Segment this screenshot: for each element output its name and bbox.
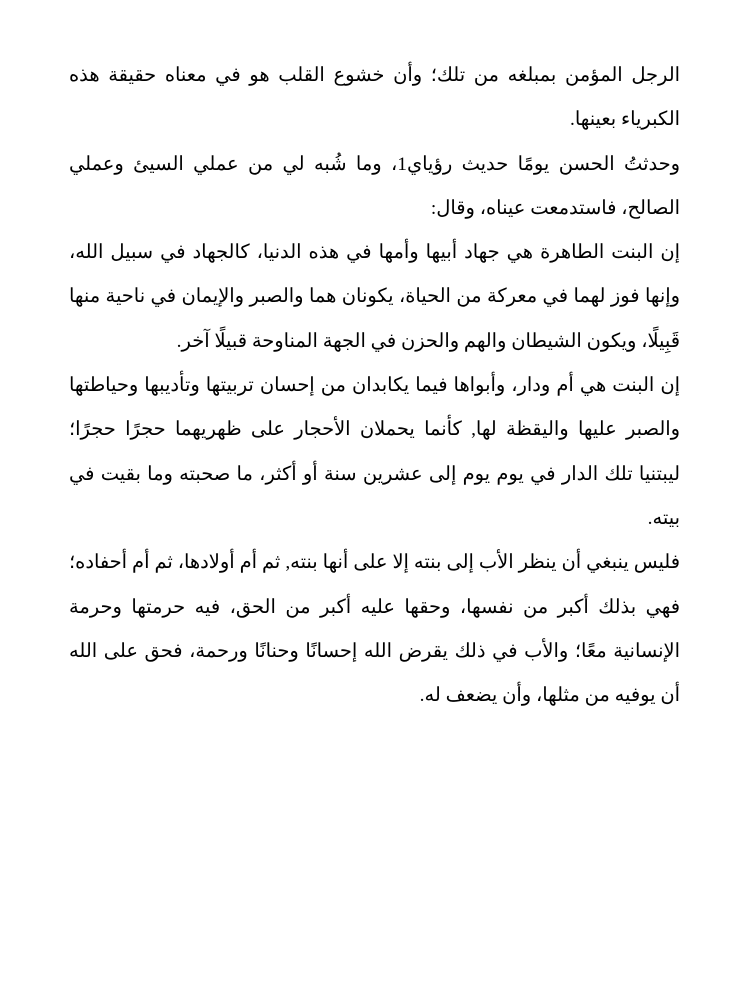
paragraph: إن البنت الطاهرة هي جهاد أبيها وأمها في هذه الدنيا، كالجهاد في سبيل الله، وإنها فوز لهما في معركة من الحياة، يكونان هما والصبر والإيمان في ناحية منها قَبِيلًا، ويكون الشيطان والهم والحزن في الجهة المناوحة قبيلًا آخر. <box>69 242 680 352</box>
paragraph: وحدثتُ الحسن يومًا حديث رؤياي1، وما شُبه لي من عملي السيئ وعملي الصالح، فاستدمعت عيناه، وقال: <box>69 153 681 219</box>
paragraph: الرجل المؤمن بمبلغه من تلك؛ وأن خشوع القلب هو في معناه حقيقة هذه الكبرياء بعينها. <box>69 65 680 131</box>
document-page <box>69 54 680 718</box>
paragraph: إن البنت هي أم ودار، وأبواها فيما يكابدان من إحسان تربيتها وتأديبها وحياطتها والصبر عليها واليقظة لها, كأنما يحملان الأحجار على ظهريهما حجرًا حجرًا؛ ليبتنيا تلك الدار في يوم يوم إلى عشرين سنة أو أكثر، ما صحبته وما بقيت في بيته. <box>69 375 680 529</box>
paragraph: فليس ينبغي أن ينظر الأب إلى بنته إلا على أنها بنته, ثم أم أولادها، ثم أم أحفاده؛ فهي بذلك أكبر من نفسها، وحقها عليه أكبر من الحق، فيه حرمتها وحرمة الإنسانية معًا؛ والأب في ذلك يقرض الله إحسانًا وحنانًا ورحمة، فحق على الله أن يوفيه من مثلها، وأن يضعف له. <box>69 552 680 707</box>
